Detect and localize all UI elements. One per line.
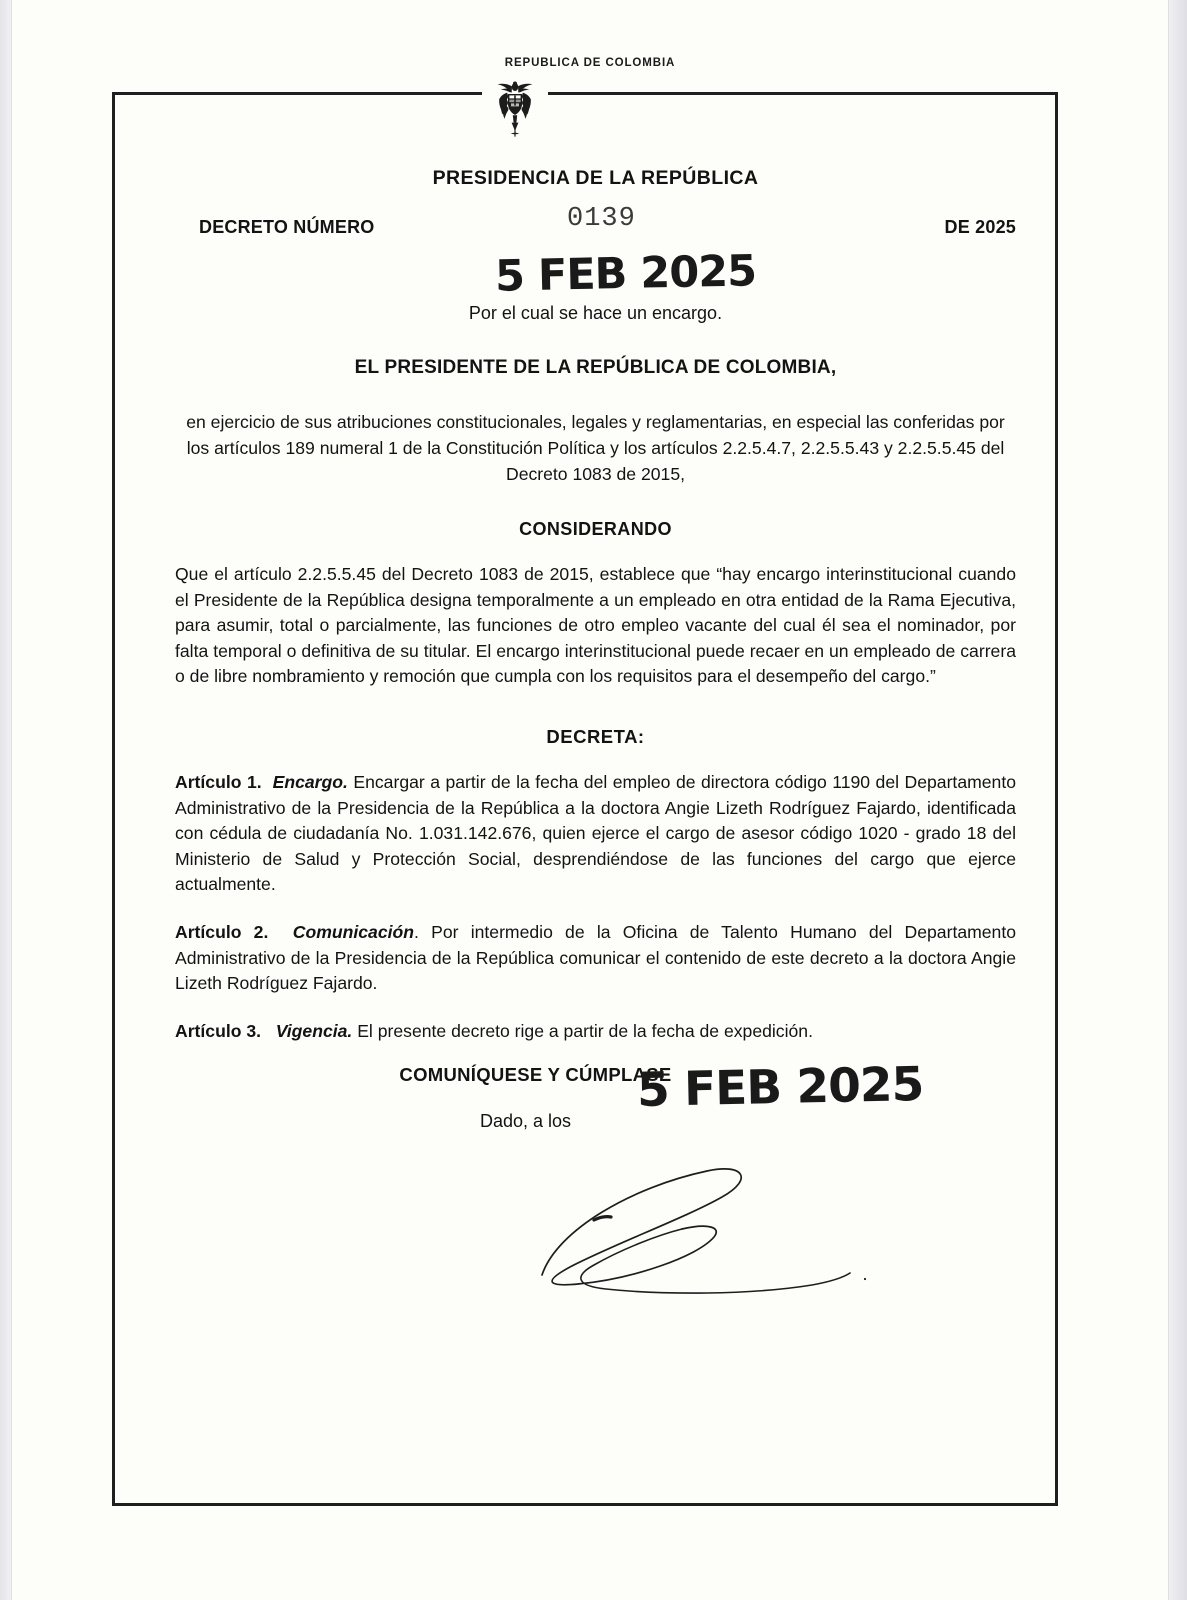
article-1-topic: Encargo. — [272, 771, 348, 792]
date-stamp-bottom: 5 FEB 2025 — [636, 1057, 924, 1118]
date-stamp-top: 5 FEB 2025 — [494, 246, 757, 302]
article-3 — [175, 1019, 1016, 1045]
decree-number: 0139 — [567, 204, 636, 234]
closing-statement: COMUNÍQUESE Y CÚMPLASE — [399, 1064, 672, 1086]
document-sheet — [12, 0, 1168, 1600]
page-left-edge — [0, 0, 12, 1600]
president-heading: EL PRESIDENTE DE LA REPÚBLICA DE COLOMBIA, — [354, 357, 837, 378]
article-3-topic: Vigencia. — [275, 1020, 353, 1041]
decree-label: DECRETO NÚMERO — [199, 217, 375, 237]
dado-line: Dado, a los — [479, 1111, 572, 1132]
document-content — [175, 92, 1016, 1132]
institution-title: PRESIDENCIA DE LA REPÚBLICA — [432, 167, 759, 189]
considerando-heading: CONSIDERANDO — [519, 519, 672, 539]
article-1-text: Encargar a partir de la fecha del empleo de directora código 1190 del Departamento Administrativo de la Presidencia de la República a la doctora Angie Lizeth Rodríguez Fajardo, identificada con cédula de ciudadanía No. 1.031.142.676, quien ejerce el cargo de asesor código 1020 - grado 18 del Ministerio de Salud y Protección Social, desprendiéndose de las funciones del cargo que ejerce actualmente. — [175, 771, 1017, 895]
considerando-text: Que el artículo 2.2.5.5.45 del Decreto 1083 de 2015, establece que “hay encargo interinstitucional cuando el Presidente de la República designa temporalmente a un empleado en otra entidad de la Rama Ejecutiva, para asumir, total o parcialmente, las funciones de otro empleo vacante del cual él sea el nominador, por falta temporal o definitiva de su titular. El encargo interinstitucional puede recaer en un empleado de carrera o de libre nombramiento y remoción que cumpla con los requisitos para el desempeño del cargo.” — [175, 564, 1016, 687]
article-2-label: Artículo 2. — [175, 921, 269, 942]
decree-subject: Por el cual se hace un encargo. — [468, 303, 723, 323]
decree-year: DE 2025 — [944, 217, 1016, 237]
article-3-label: Artículo 3. — [175, 1020, 262, 1041]
country-header: REPUBLICA DE COLOMBIA — [504, 57, 676, 69]
article-1 — [175, 770, 1016, 898]
article-2 — [175, 920, 1016, 997]
decree-number-line — [175, 204, 1016, 244]
article-2-text: . Por intermedio de la Oficina de Talento Humano del Departamento Administrativo de la Presidencia de la República comunicar el contenido de este decreto a la doctora Angie Lizeth Rodríguez Fajardo. — [175, 921, 1017, 994]
article-1-label: Artículo 1. — [175, 771, 262, 792]
handwritten-signature-icon — [482, 1145, 882, 1320]
preamble-text: en ejercicio de sus atribuciones constitucionales, legales y reglamentarias, en especial las conferidas por los artículos 189 numeral 1 de la Constitución Política y los artículos 2.2.5.4.7, 2.2.5.5.43 y 2.2.5.5.45 del Decreto 1083 de 2015, — [186, 412, 1005, 484]
decreta-heading: DECRETA: — [546, 725, 645, 747]
article-2-topic: Comunicación — [292, 921, 415, 942]
page-right-edge — [1168, 0, 1187, 1600]
article-3-text: El presente decreto rige a partir de la fecha de expedición. — [352, 1020, 813, 1041]
colombia-coat-of-arms-icon — [493, 78, 537, 140]
